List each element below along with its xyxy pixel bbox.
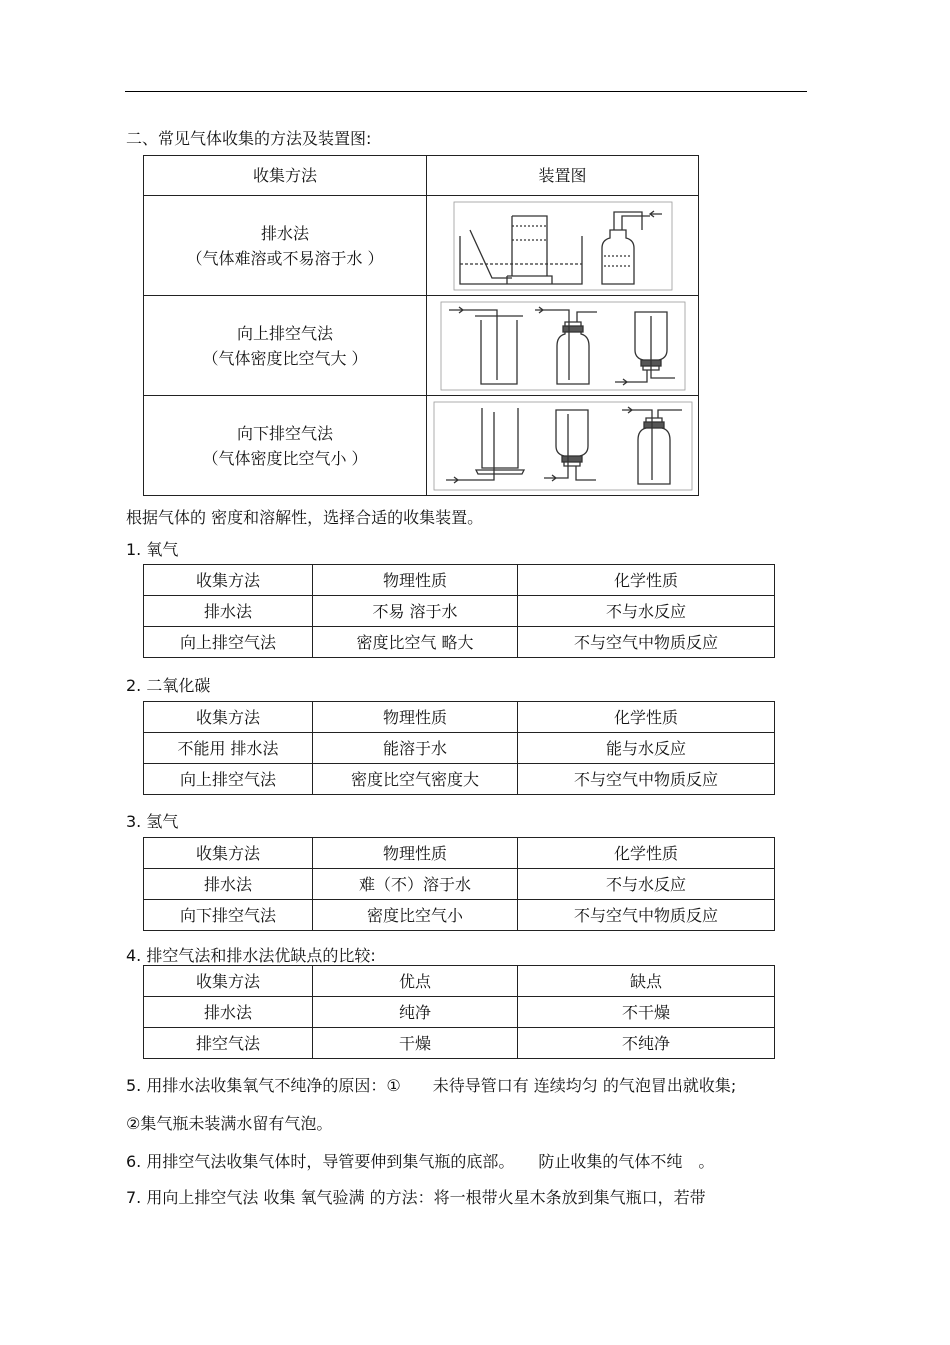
header-cell: 优点 [313,966,518,997]
table-header-row [144,838,775,869]
table-cell: 密度比空气 略大 [313,627,518,658]
table-cell: 不与空气中物质反应 [518,627,775,658]
method-name: 向上排空气法 [236,323,333,343]
intro-text: 根据气体的 密度和溶解性，选择合适的收集装置。 [126,508,484,527]
comparison-heading: 4. 排空气法和排水法优缺点的比较: [126,946,376,965]
table-cell: 向上排空气法 [144,627,313,658]
comparison-table [143,965,775,1059]
table-cell: 不与空气中物质反应 [518,764,775,795]
table-cell: 向下排空气法 [144,900,313,931]
note-6: 6. 用排空气法收集气体时，导管要伸到集气瓶的底部。 防止收集的气体不纯 。 [126,1152,715,1171]
apparatus-diagram-water [427,196,699,296]
table-row [144,997,775,1028]
table-cell: 排水法 [144,997,313,1028]
table-row [144,733,775,764]
table-cell: 不与水反应 [518,596,775,627]
table-cell: 排水法 [144,596,313,627]
table-row [144,869,775,900]
header-cell: 化学性质 [518,838,775,869]
apparatus-diagram-upward [427,296,699,396]
water-displacement-diagram [452,200,674,292]
header-cell: 收集方法 [144,838,313,869]
table-cell: 排水法 [144,869,313,900]
header-cell: 缺点 [518,966,775,997]
table-row [144,900,775,931]
table-header-row [144,565,775,596]
downward-air-displacement-diagram [432,400,694,492]
table-cell: 能溶于水 [313,733,518,764]
table-cell: 干燥 [313,1028,518,1059]
table-cell: 不与空气中物质反应 [518,900,775,931]
section-title: 二、常见气体收集的方法及装置图: [126,129,372,148]
method-note: （气体密度比空气小 ） [202,448,368,468]
oxygen-table [143,564,775,658]
gas-heading-co2: 2. 二氧化碳 [126,676,211,695]
table-header-row [144,702,775,733]
apparatus-header-diagram: 装置图 [427,156,699,196]
table-row [144,596,775,627]
table-row [144,764,775,795]
table-cell: 密度比空气密度大 [313,764,518,795]
apparatus-header-method: 收集方法 [144,156,427,196]
gas-heading-hydrogen: 3. 氢气 [126,812,179,831]
table-cell: 不易 溶于水 [313,596,518,627]
gas-heading-oxygen: 1. 氧气 [126,540,179,559]
table-cell: 不与水反应 [518,869,775,900]
table-cell: 纯净 [313,997,518,1028]
co2-table [143,701,775,795]
method-name: 向下排空气法 [236,423,333,443]
apparatus-table [143,155,699,496]
table-cell: 不能用 排水法 [144,733,313,764]
hydrogen-table [143,837,775,931]
note-5: 5. 用排水法收集氧气不纯净的原因：① 未待导管口有 连续均匀 的气泡冒出就收集; [126,1076,737,1095]
apparatus-diagram-downward [427,396,699,496]
table-row [144,1028,775,1059]
method-name: 排水法 [260,223,309,243]
note-5-cont: ②集气瓶未装满水留有气泡。 [126,1114,333,1133]
apparatus-row-water [144,196,427,296]
table-cell: 向上排空气法 [144,764,313,795]
header-cell: 物理性质 [313,702,518,733]
table-cell: 排空气法 [144,1028,313,1059]
header-rule [125,91,807,92]
method-note: （气体密度比空气大 ） [202,348,368,368]
table-row [144,627,775,658]
table-cell: 难（不）溶于水 [313,869,518,900]
header-cell: 收集方法 [144,702,313,733]
method-note: （气体难溶或不易溶于水 ） [186,248,384,268]
table-cell: 不干燥 [518,997,775,1028]
table-cell: 不纯净 [518,1028,775,1059]
note-7: 7. 用向上排空气法 收集 氧气验满 的方法：将一根带火星木条放到集气瓶口，若带 [126,1188,706,1207]
table-cell: 密度比空气小 [313,900,518,931]
header-cell: 化学性质 [518,565,775,596]
header-cell: 物理性质 [313,838,518,869]
table-header-row [144,966,775,997]
header-cell: 收集方法 [144,966,313,997]
apparatus-row-upward [144,296,427,396]
apparatus-row-downward [144,396,427,496]
header-cell: 化学性质 [518,702,775,733]
table-cell: 能与水反应 [518,733,775,764]
header-cell: 收集方法 [144,565,313,596]
header-cell: 物理性质 [313,565,518,596]
upward-air-displacement-diagram [439,300,687,392]
